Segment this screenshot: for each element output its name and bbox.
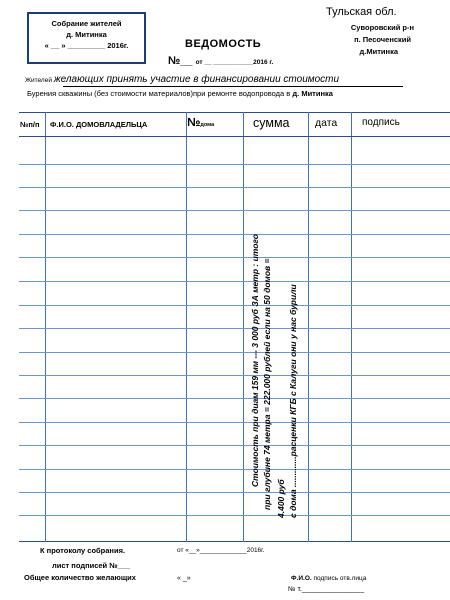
header-house-label: дома <box>200 122 215 128</box>
table-row <box>19 187 450 188</box>
header-sum: сумма <box>253 116 290 130</box>
phone-line: № т.________________ <box>288 586 365 593</box>
table-row <box>19 352 450 353</box>
column-divider <box>308 112 309 542</box>
table-row <box>19 281 450 282</box>
header-signature: подпись <box>362 117 400 128</box>
header-date: дата <box>315 117 338 129</box>
table-row <box>19 164 450 165</box>
intro-prefix: Жителей <box>25 77 52 84</box>
column-divider <box>45 112 46 542</box>
table-row <box>19 492 450 493</box>
column-divider <box>351 112 352 542</box>
table-row <box>19 328 450 329</box>
intro-line-1 <box>25 74 339 85</box>
signature-table <box>19 112 450 542</box>
table-row <box>19 234 450 235</box>
table-row <box>19 422 450 423</box>
header-house-number <box>187 115 214 129</box>
intro-village: д. Митинка <box>292 89 333 98</box>
table-row <box>19 515 450 516</box>
header-row-divider <box>19 136 450 137</box>
header-number: №п/п <box>20 120 40 129</box>
sheet-label: лист подписей №___ <box>52 561 131 570</box>
document-title: ВЕДОМОСТЬ <box>185 38 262 50</box>
document-date: от __ ___________2016 г. <box>195 59 274 66</box>
stamp-line-1: Собрание жителей <box>51 19 122 28</box>
header-owner-name: Ф.И.О. ДОМОВЛАДЕЛЬЦА <box>50 120 148 129</box>
table-row <box>19 398 450 399</box>
intro-underline <box>63 86 403 87</box>
column-divider <box>186 112 187 542</box>
table-row <box>19 257 450 258</box>
intro-handwritten: желающих принять участие в финансировании стоимости <box>53 74 340 85</box>
cost-note-line-2: при глубине 74 метра = 222.000 рублей если на 50 домов = <box>262 258 272 510</box>
region-derevnya: д.Митинка <box>359 47 398 56</box>
table-row <box>19 305 450 306</box>
document-number: №__ <box>168 55 193 67</box>
intro-line-2 <box>27 89 333 98</box>
cost-note-line-3: 4.400 руб <box>276 479 286 518</box>
region-oblast: Тульская обл. <box>326 6 397 18</box>
region-poselok: п. Песоченский <box>354 35 411 44</box>
responsible-signature-text: подпись отв.лица <box>311 575 367 582</box>
table-row <box>19 375 450 376</box>
stamp-line-3: « __ » _________ 2016г. <box>44 41 129 50</box>
table-row <box>19 210 450 211</box>
table-row <box>19 469 450 470</box>
total-label: Общее количество желающих <box>24 573 136 582</box>
number-line <box>168 55 273 67</box>
region-rayon: Суворовский р-н <box>350 23 414 32</box>
meeting-stamp <box>27 12 146 64</box>
protocol-label: К протоколу собрания. <box>40 546 126 555</box>
total-value: « _» <box>177 575 191 582</box>
cost-note-line-4: с дома .............расценки КГБ с Калуги они у нас бурили <box>288 284 298 518</box>
cost-note-line-1: Стоимость при диам 159 мм --- 3 000 руб ЗА метр : итого <box>250 234 260 487</box>
intro-line2-prefix: Бурения скважины (без стоимости материалов)при ремонте водопровода в <box>27 89 291 98</box>
protocol-date: от «__»_____________2016г. <box>177 547 265 554</box>
stamp-line-2: д. Митинка <box>66 30 107 39</box>
column-divider <box>243 112 244 542</box>
responsible-fio-label: Ф.И.О. <box>291 575 312 582</box>
responsible-signature-label <box>291 575 366 582</box>
table-row <box>19 445 450 446</box>
header-house-symbol: № <box>187 115 201 129</box>
